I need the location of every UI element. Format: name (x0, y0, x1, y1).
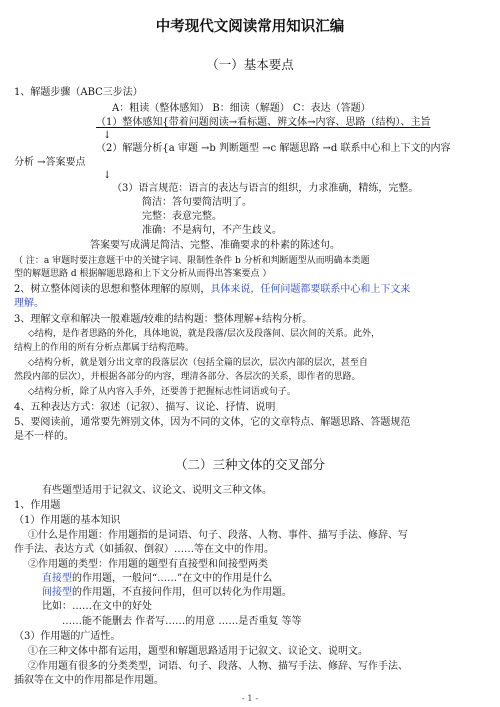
s2-line-8 (42, 586, 292, 599)
down-arrow-icon: ↓ (103, 130, 112, 141)
s2-line-6: ②作用题的类型：作用题的题型有直接型和间接型两类 (28, 559, 268, 570)
s2-line-3: （1）作用题的基本知识 (14, 515, 121, 526)
document-title: 中考现代文阅读常用知识汇编 (155, 18, 345, 35)
s1-line-4: （2）解题分析{a 审题 →b 判断题型 →c 解题思路 →d 联系中心和上下文的内容 (96, 143, 451, 154)
s1-line-9: 准确：不是病句，不产生歧义。 (142, 225, 282, 236)
s1-line-10: 答案要写成满足简洁、完整、准确要求的朴素的陈述句。 (90, 240, 340, 251)
s1-note-line-2: 型的解题思路 d 根据解题思路和上下文分析从而得出答案要点 ） (14, 269, 272, 279)
s1-line-5: 分析 →答案要点 (14, 157, 86, 168)
s2-line-7 (42, 572, 272, 585)
s1-line-15: 3、理解文章和解决一般难题/较难的结构题：整体理解+结构分析。 (14, 314, 313, 325)
s1-line-8: 完整：表意完整。 (142, 211, 222, 222)
s2-line-5: 作手法、表达方式（如插叙、倒叙）……等在文中的作用。 (14, 544, 274, 555)
s2-line-14: 插叙等在文中的作用都是作用题。 (14, 675, 164, 686)
s2-line-7-rest: 的作用题，一般问“……”在文中的作用是什么 (72, 573, 273, 584)
s1-line-13-a: 2、树立整体阅读的思想和整体理解的原则， (14, 284, 211, 295)
s1-line-1: 1、解题步骤（ABC三步法） (14, 87, 143, 98)
page-number: - 1 - (241, 694, 259, 704)
direct-type-term: 直接型 (42, 573, 72, 584)
s1-line-6: （3）语言规范：语言的表达与语言的组织，力求准确，精练，完整。 (112, 183, 419, 194)
s2-line-11: （3）作用题的广适性。 (14, 631, 121, 642)
s1-line-13-b: 具体来说，任何问题都要联系中心和上下文来 (210, 284, 411, 295)
s2-line-2: 1、作用题 (14, 500, 61, 511)
s1-note-line-1: （ 注：a 审题时要注意题干中的关键字词、限制性条件 b 分析和判断题型从而明确本类题 (14, 256, 370, 266)
s2-line-10: ……能不能删去 作者写……的用意 ……是否重复 等等 (62, 616, 302, 627)
s2-line-1: 有些题型适用于记叙文、议论文、说明文三种文体。 (42, 485, 272, 496)
indirect-type-term: 间接型 (42, 587, 72, 598)
s1-line-20: ◇结构分析，除了从内容入手外，还要善于把握标志性词语或句子。 (28, 387, 296, 397)
s1-line-13 (14, 283, 410, 296)
s1-line-3: （1）整体感知{带着问题阅读→看标题、辨文体→内容、思路（结构）、主旨 (96, 117, 431, 128)
s1-line-23: 是不一样的。 (14, 431, 74, 442)
s1-line-21: 4、五种表达方式：叙述（记叙）、描写、议论、抒情、说明 (14, 402, 276, 413)
s1-line-16: ◇结构，是作者思路的外化，具体地说，就是段落/层次及段落间、层次间的关系。此外， (28, 329, 380, 339)
s1-line-2: A：粗读（整体感知） B：细读（解题） C：表达（答题） (112, 103, 371, 114)
s1-line-14: 理解。 (14, 298, 44, 309)
s2-line-13: ②作用题有很多的分类类型，词语、句子、段落、人物、描写手法、修辞、写作手法、 (28, 661, 408, 672)
s1-line-19: 然段内部的层次），并根据各部分的内容，理清各部分、各层次的关系，即作者的思路。 (14, 372, 361, 382)
s1-line-22: 5、要阅读前，通常要先辨别文体，因为不同的文体，它的文章特点、解题思路、答题规范 (14, 417, 411, 428)
section1-heading: （一）基本要点 (206, 57, 294, 72)
s2-line-12: ①在三种文体中都有运用，题型和解题思路适用于记叙文、议论文、说明文。 (28, 646, 368, 657)
s2-line-8-rest: 的作用题，不直接问作用，但可以转化为作用题。 (72, 587, 292, 598)
s1-line-7: 简洁：答句要简洁明了。 (142, 197, 252, 208)
s2-line-4: ①什么是作用题：作用题指的是词语、句子、段落、人物、事件、描写手法、修辞、写 (28, 530, 408, 541)
section2-heading: （二）三种文体的交叉部分 (174, 457, 325, 472)
s1-line-18: ◇结构分析，就是划分出文章的段落层次（包括全篇的层次，层次内部的层次，甚至自 (28, 358, 368, 368)
s1-line-17: 结构上的作用的所有分析点都属于结构范畴。 (14, 343, 195, 353)
s2-line-9: 比如：……在文中的好处 (42, 601, 152, 612)
down-arrow-icon: ↓ (103, 170, 112, 181)
